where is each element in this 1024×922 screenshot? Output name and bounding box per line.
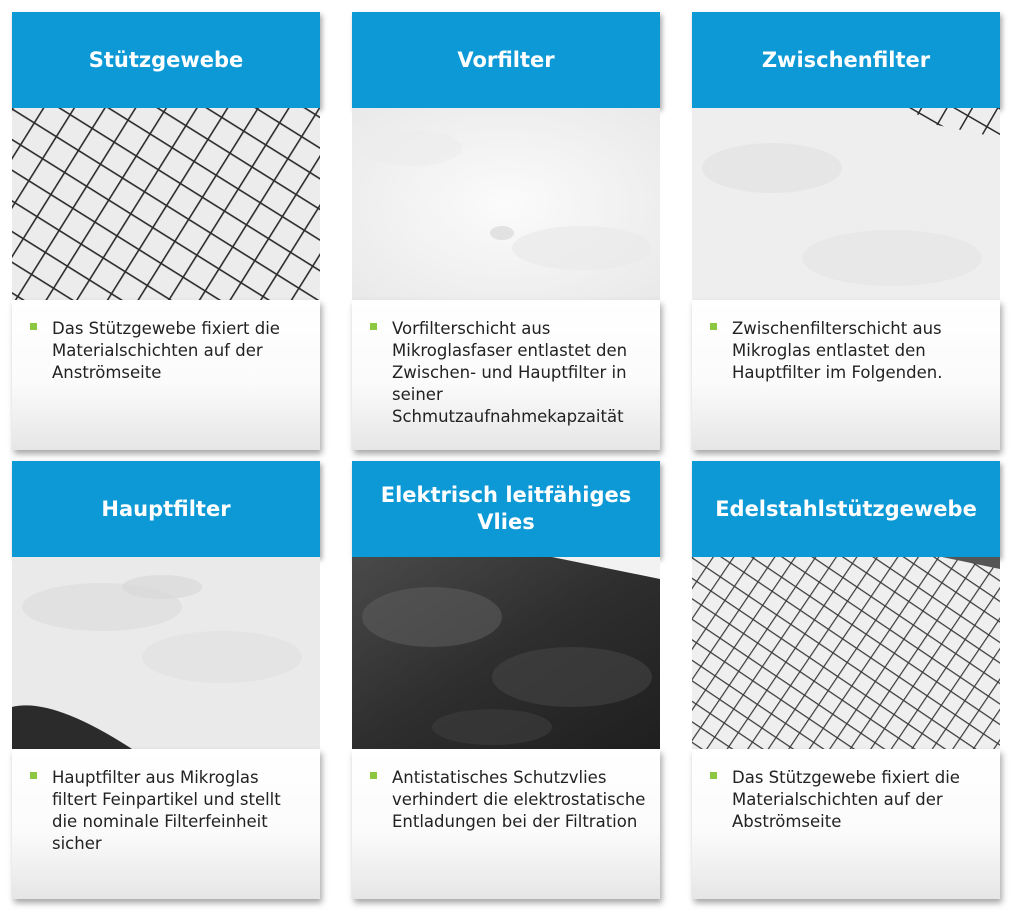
- card-title: Vorfilter: [352, 12, 660, 108]
- bullet-icon: [710, 323, 717, 330]
- card-description: Antistatisches Schutzvlies verhindert die elektrostatische Entladungen bei der Filtration: [352, 749, 660, 899]
- bullet-icon: [370, 772, 377, 779]
- card-title: Edelstahlstützgewebe: [692, 461, 1000, 557]
- card-description: Das Stützgewebe fixiert die Materialschichten auf der Abströmseite: [692, 749, 1000, 899]
- card-description: Vorfilterschicht aus Mikroglasfaser entlastet den Zwischen- und Hauptfilter in seiner Schmutzaufnahmekapzaität: [352, 300, 660, 450]
- card-title: Hauptfilter: [12, 461, 320, 557]
- bullet-icon: [30, 772, 37, 779]
- card-description: Zwischenfilterschicht aus Mikroglas entlastet den Hauptfilter im Folgenden.: [692, 300, 1000, 450]
- fleece-with-mesh-corner-image: [692, 108, 1000, 300]
- bullet-icon: [370, 323, 377, 330]
- card-description: Das Stützgewebe fixiert die Materialschichten auf der Anströmseite: [12, 300, 320, 450]
- card-hauptfilter: [12, 461, 320, 899]
- card-elektrisch-leitfaehiges-vlies: [352, 461, 660, 899]
- card-title: Zwischenfilter: [692, 12, 1000, 108]
- coarse-mesh-image: [12, 108, 320, 300]
- fine-mesh-image: [692, 557, 1000, 749]
- card-vorfilter: [352, 12, 660, 450]
- card-title: Stützgewebe: [12, 12, 320, 108]
- card-stuetzgewebe: [12, 12, 320, 450]
- card-edelstahlstuetzgewebe: [692, 461, 1000, 899]
- card-zwischenfilter: [692, 12, 1000, 450]
- white-fleece-image: [352, 108, 660, 300]
- dark-fleece-image: [352, 557, 660, 749]
- bullet-icon: [710, 772, 717, 779]
- fleece-with-dark-corner-image: [12, 557, 320, 749]
- card-title: Elektrisch leitfähiges Vlies: [352, 461, 660, 557]
- card-description: Hauptfilter aus Mikroglas filtert Feinpartikel und stellt die nominale Filterfeinheit sicher: [12, 749, 320, 899]
- bullet-icon: [30, 323, 37, 330]
